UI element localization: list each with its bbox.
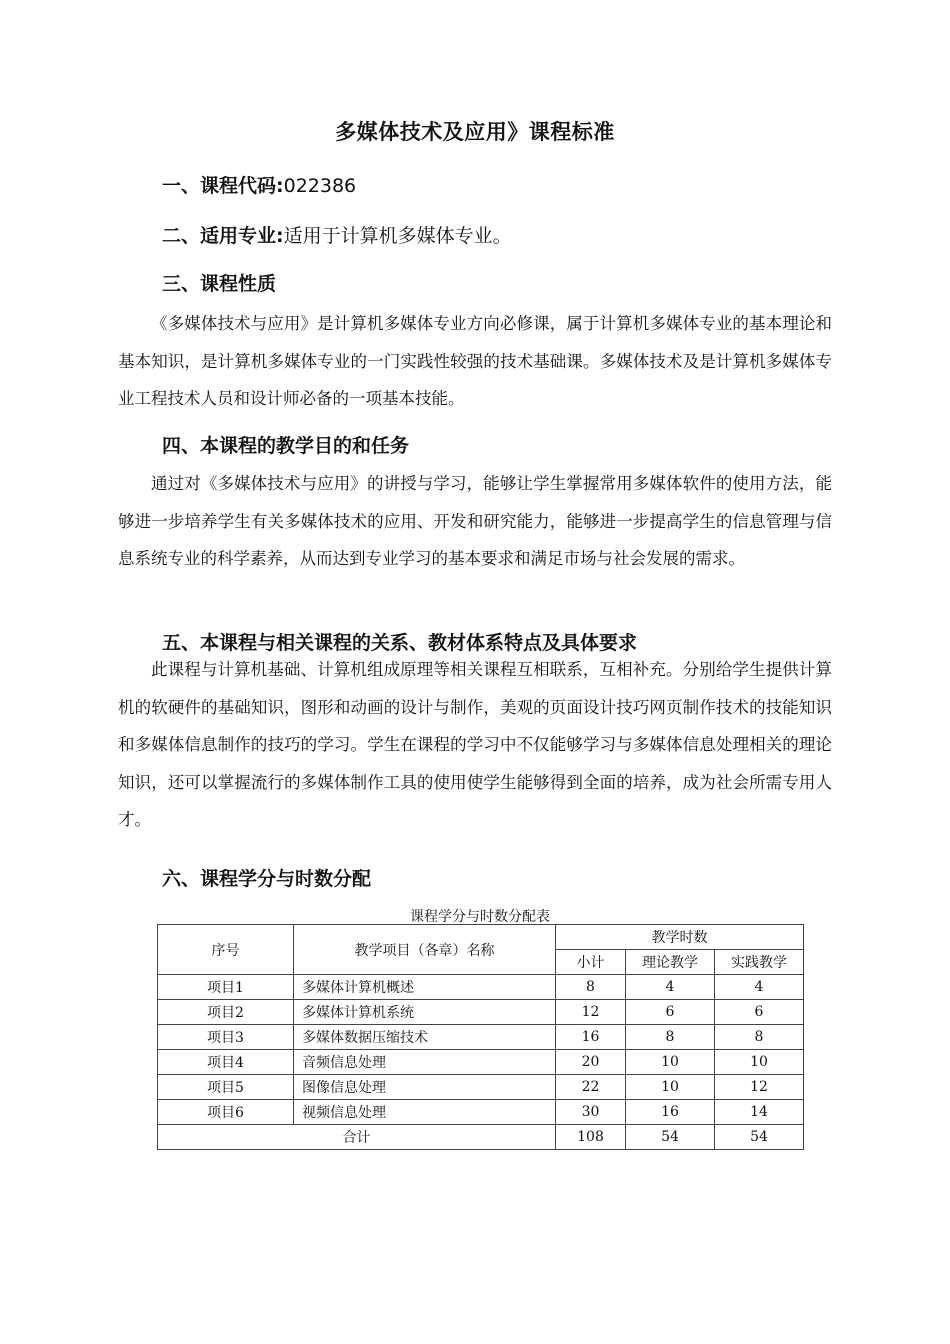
cell-subtotal: 30 bbox=[556, 1100, 626, 1125]
header-no: 序号 bbox=[158, 925, 294, 975]
table-row bbox=[158, 1050, 804, 1075]
teaching-goals-paragraph: 通过对《多媒体技术与应用》的讲授与学习，能够让学生掌握常用多媒体软件的使用方法，能够进一步培养学生有关多媒体技术的应用、开发和研究能力，能够进一步提高学生的信息管理与信息系统专业的科学素养，从而达到专业学习的基本要求和满足市场与社会发展的需求。 bbox=[118, 474, 832, 568]
cell-name: 多媒体数据压缩技术 bbox=[294, 1025, 556, 1050]
section-heading-credit-hours: 六、课程学分与时数分配 bbox=[162, 868, 372, 890]
cell-practice: 4 bbox=[715, 975, 804, 1000]
cell-theory: 10 bbox=[626, 1050, 715, 1075]
cell-theory: 8 bbox=[626, 1025, 715, 1050]
cell-theory: 10 bbox=[626, 1075, 715, 1100]
cell-name: 多媒体计算机概述 bbox=[294, 975, 556, 1000]
table-row bbox=[158, 1000, 804, 1025]
table-row bbox=[158, 1100, 804, 1125]
cell-no: 项目4 bbox=[158, 1050, 294, 1075]
table-caption: 课程学分与时数分配表 bbox=[410, 909, 550, 925]
table-row bbox=[158, 1075, 804, 1100]
cell-total-label: 合计 bbox=[158, 1125, 556, 1150]
cell-no: 项目1 bbox=[158, 975, 294, 1000]
cell-theory: 6 bbox=[626, 1000, 715, 1025]
page-title: 多媒体技术及应用》课程标准 bbox=[335, 120, 615, 144]
section-heading: 一、课程代码: bbox=[162, 175, 284, 197]
cell-no: 项目6 bbox=[158, 1100, 294, 1125]
section-heading-related-courses: 五、本课程与相关课程的关系、教材体系特点及具体要求 bbox=[162, 632, 638, 654]
cell-no: 项目5 bbox=[158, 1075, 294, 1100]
header-item: 教学项目（各章）名称 bbox=[294, 925, 556, 975]
course-code-value: 022386 bbox=[283, 175, 357, 197]
cell-practice: 14 bbox=[715, 1100, 804, 1125]
course-nature-paragraph: 《多媒体技术与应用》是计算机多媒体专业方向必修课，属于计算机多媒体专业的基本理论和基本知识，是计算机多媒体专业的一门实践性较强的技术基础课。多媒体技术及是计算机多媒体专业工程技术人员和设计师必备的一项基本技能。 bbox=[118, 314, 832, 408]
cell-theory: 16 bbox=[626, 1100, 715, 1125]
section-heading: 二、适用专业: bbox=[162, 225, 284, 247]
section-heading-course-nature: 三、课程性质 bbox=[162, 273, 277, 295]
credit-hours-table bbox=[157, 924, 804, 1150]
cell-subtotal: 20 bbox=[556, 1050, 626, 1075]
cell-name: 音频信息处理 bbox=[294, 1050, 556, 1075]
cell-name: 图像信息处理 bbox=[294, 1075, 556, 1100]
section-heading-teaching-goals: 四、本课程的教学目的和任务 bbox=[162, 435, 410, 457]
cell-no: 项目2 bbox=[158, 1000, 294, 1025]
header-subtotal: 小计 bbox=[556, 950, 626, 975]
cell-theory: 4 bbox=[626, 975, 715, 1000]
cell-no: 项目3 bbox=[158, 1025, 294, 1050]
related-courses-paragraph: 此课程与计算机基础、计算机组成原理等相关课程互相联系，互相补充。分别给学生提供计算机的软硬件的基础知识，图形和动画的设计与制作，美观的页面设计技巧网页制作技术的技能知识和多媒体信息制作的技巧的学习。学生在课程的学习中不仅能够学习与多媒体信息处理相关的理论知识，还可以掌握流行的多媒体制作工具的使用使学生能够得到全面的培养，成为社会所需专用人才。 bbox=[118, 660, 832, 829]
cell-subtotal: 12 bbox=[556, 1000, 626, 1025]
cell-practice: 6 bbox=[715, 1000, 804, 1025]
cell-practice: 8 bbox=[715, 1025, 804, 1050]
section-course-code bbox=[162, 171, 356, 198]
cell-subtotal: 22 bbox=[556, 1075, 626, 1100]
table-row bbox=[158, 1025, 804, 1050]
header-practice: 实践教学 bbox=[715, 950, 804, 975]
cell-name: 视频信息处理 bbox=[294, 1100, 556, 1125]
cell-total-theory: 54 bbox=[626, 1125, 715, 1150]
header-hours: 教学时数 bbox=[556, 925, 804, 950]
cell-subtotal: 8 bbox=[556, 975, 626, 1000]
cell-total-subtotal: 108 bbox=[556, 1125, 626, 1150]
header-theory: 理论教学 bbox=[626, 950, 715, 975]
table-row bbox=[158, 975, 804, 1000]
cell-practice: 12 bbox=[715, 1075, 804, 1100]
cell-practice: 10 bbox=[715, 1050, 804, 1075]
applicable-major-value: 适用于计算机多媒体专业。 bbox=[283, 225, 512, 247]
cell-total-practice: 54 bbox=[715, 1125, 804, 1150]
cell-name: 多媒体计算机系统 bbox=[294, 1000, 556, 1025]
cell-subtotal: 16 bbox=[556, 1025, 626, 1050]
section-applicable-major bbox=[162, 221, 512, 248]
table-total-row bbox=[158, 1125, 804, 1150]
